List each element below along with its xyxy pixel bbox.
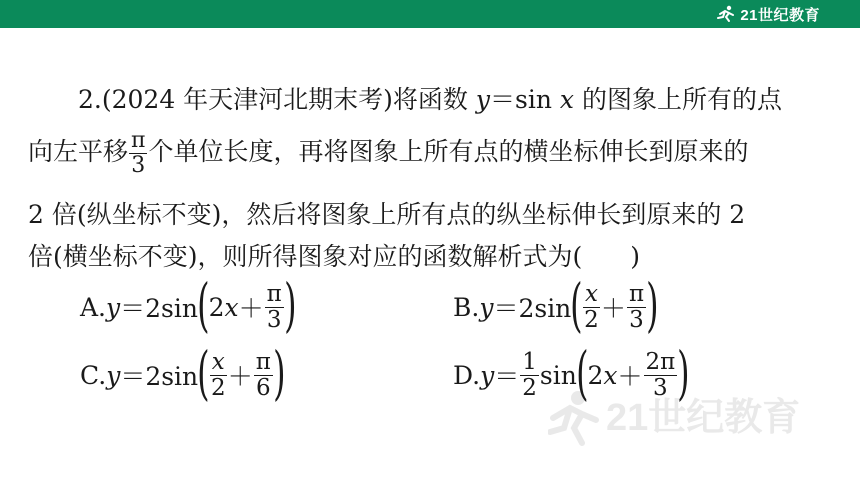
option-label: C.: [80, 360, 107, 390]
question-text: ＝sin: [490, 85, 560, 114]
question-text: 倍(横坐标不变)，则所得图象对应的函数解析式为(: [28, 242, 583, 271]
option-label: D.: [453, 360, 481, 390]
question-text: 的图象上所有的点: [574, 85, 782, 114]
brand-logo: [716, 3, 820, 25]
fraction: $\frac{\pi}{3}$: [628, 280, 645, 333]
question-text: 2 倍(纵坐标不变)，然后将图象上所有点的纵坐标伸长到原来的 2: [28, 200, 746, 229]
logo-text: 21世纪教育: [740, 6, 820, 24]
fraction: $\frac{x}{2}$: [210, 348, 226, 401]
svg-text:21世纪教育: 21世纪教育: [606, 397, 801, 439]
question-line-1: [78, 80, 782, 116]
fraction: $\frac{\pi}{3}$: [266, 280, 282, 333]
option-b[interactable]: B. y ＝2sin ( $\frac{x}{2}$ ＋ $\frac{\pi}{3}$ ): [453, 271, 659, 339]
question-text: 向左平移: [28, 137, 129, 166]
header-bar: [0, 0, 860, 28]
question-text: ): [630, 242, 641, 271]
fraction: $\frac{1}{2}$: [522, 348, 537, 401]
question-line-2: [28, 130, 749, 177]
option-d[interactable]: D. y ＝ $\frac{1}{2}$ sin ( 2 x ＋ $\frac{2\pi}{3}$ ): [453, 339, 690, 407]
option-c[interactable]: C. y ＝2sin ( $\frac{x}{2}$ ＋ $\frac{\pi}{6}$ ): [80, 339, 286, 407]
fraction: $\frac{x}{2}$: [584, 280, 599, 333]
question-text: 个单位长度，再将图象上所有点的横坐标伸长到原来的: [148, 137, 749, 166]
option-a[interactable]: A. y ＝2sin ( 2 x ＋ $\frac{\pi}{3}$ ): [80, 271, 297, 339]
option-label: A.: [80, 292, 107, 322]
fraction: $\frac{\pi}{6}$: [255, 348, 271, 401]
var-y: y: [475, 85, 491, 114]
fraction-pi-over-3: $\frac{\pi}{3}$: [131, 128, 146, 178]
question-text: 2.(2024 年天津河北期末考)将函数: [78, 85, 476, 114]
question-line-4: [28, 237, 640, 273]
option-label: B.: [453, 292, 480, 322]
runner-icon: [716, 5, 736, 23]
question-line-3: [28, 195, 745, 231]
fraction: $\frac{2\pi}{3}$: [645, 348, 676, 401]
var-x: x: [559, 85, 574, 114]
